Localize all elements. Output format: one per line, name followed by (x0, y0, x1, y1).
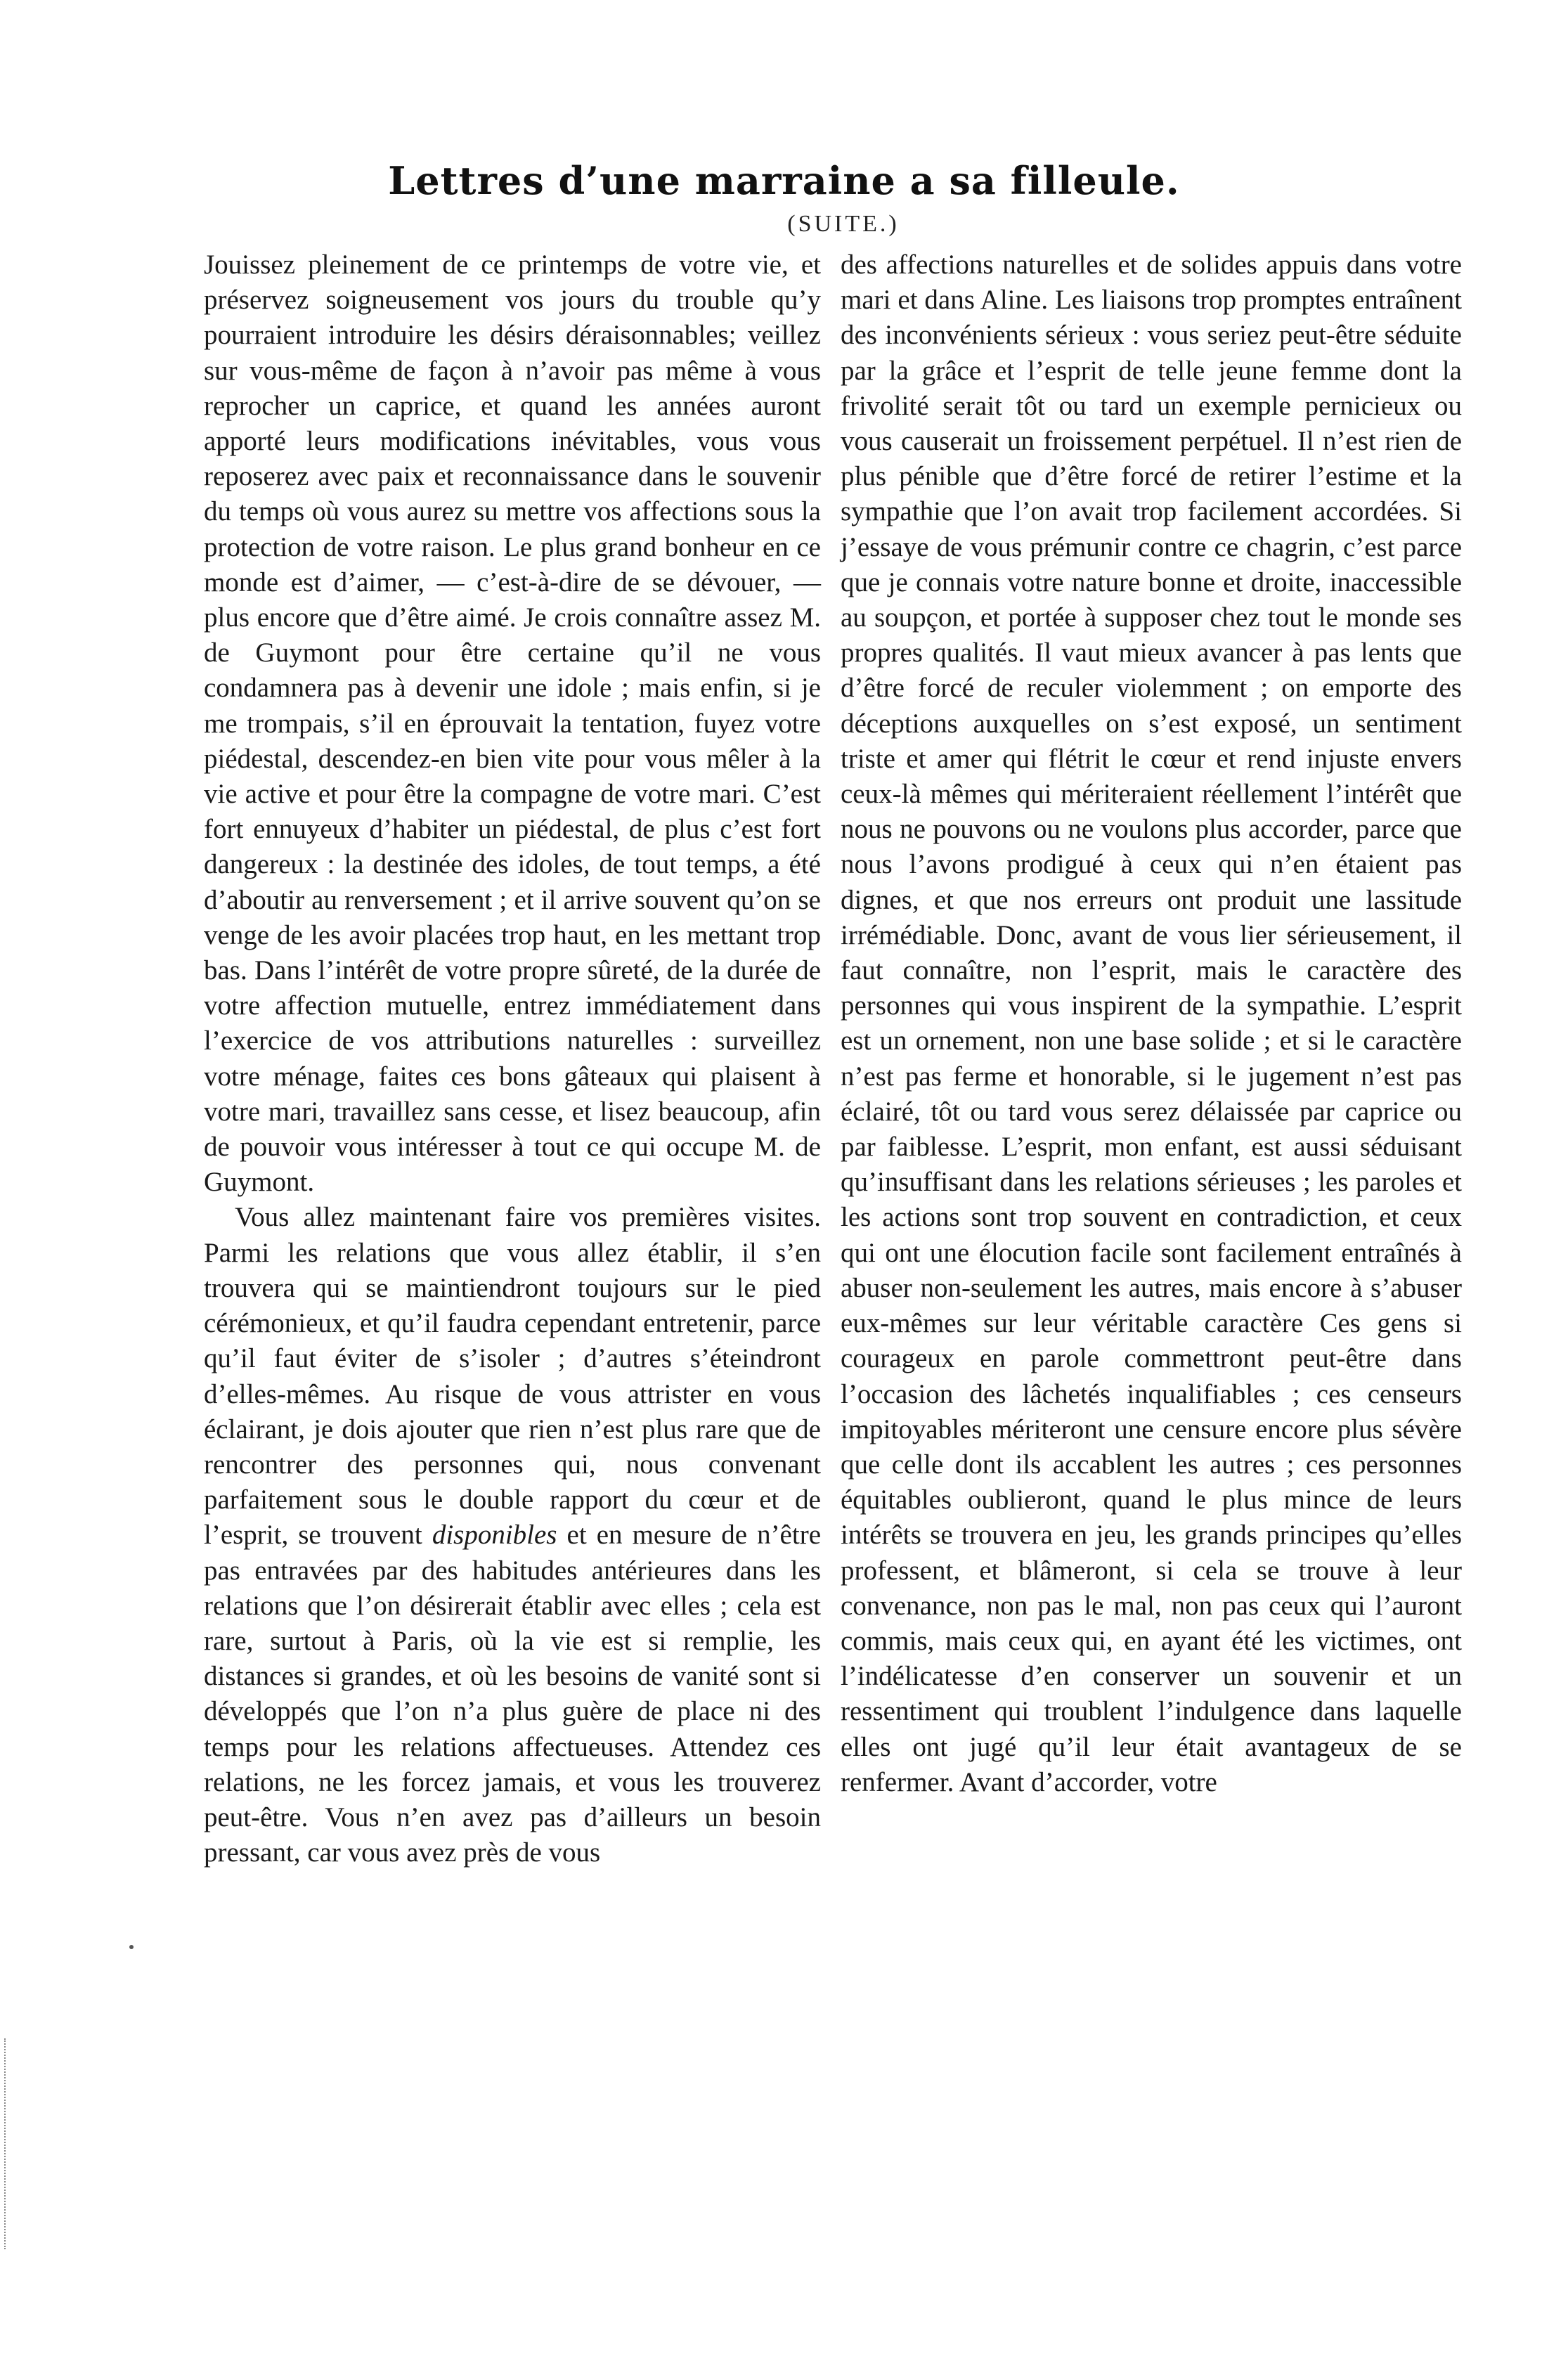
paragraph-2-text-b: et en mesure de n’être pas entravées par des habitudes antérieures dans les relations que l’on désirerait établir avec elles ; cela est rare, surtout à Paris, où la vie est si remplie, les distances si grandes, et où les besoins de vanité sont si développés que l’on n’a plus guère de place ni des temps pour les relations affectueuses. Attendez ces relations, ne les forcez jamais, et vous les trouverez peut-être. Vous n’en avez pas d’ailleurs un besoin pressant, car vous avez près de vous (204, 1520, 822, 1868)
article-title: Lettres d’une marraine a sa filleule. (388, 158, 1180, 203)
paragraph-3 (841, 247, 1462, 1800)
paragraph-3-text: des affections naturelles et de solides appuis dans votre mari et dans Aline. Les liaisons trop promptes entraînent des inconvénients sérieux : vous seriez peut-être séduite par la grâce et l’esprit de telle jeune femme dont la frivolité serait tôt ou tard un exemple pernicieux ou vous causerait un froissement perpétuel. Il n’est rien de plus pénible que d’être forcé de retirer l’estime et la sympathie que l’on avait trop facilement accordées. Si j’essaye de vous prémunir contre ce chagrin, c’est parce que je connais votre nature bonne et droite, inaccessible au soupçon, et portée à supposer chez tout le monde ses propres qualités. Il vaut mieux avancer à pas lents que d’être forcé de reculer violemment ; on emporte des déceptions auxquelles on s’est exposé, un sentiment triste et amer qui flétrit le cœur et rend injuste envers ceux-là mêmes qui mériteraient réellement l’intérêt que nous ne pouvons ou ne voulons plus accorder, parce que nous l’avons prodigué à ceux qui n’en étaient pas dignes, et que nos erreurs ont produit une lassitude irrémédiable. Donc, avant de vous lier sérieusement, il faut connaître, non l’esprit, mais le caractère des personnes qui vous inspirent de la sympathie. L’esprit est un ornement, non une base solide ; et si le caractère n’est pas ferme et honorable, si le jugement n’est pas éclairé, tôt ou tard vous serez délaissée par caprice ou par faiblesse. L’esprit, mon enfant, est aussi séduisant qu’insuffisant dans les relations sérieuses ; les paroles et les actions sont trop souvent en contradiction, et ceux qui ont une élocution facile sont facilement entraînés à abuser non-seulement les autres, mais encore à s’abuser eux-mêmes sur leur véritable caractère Ces gens si courageux en parole commettront peut-être dans l’occasion des lâchetés inqualifiables ; ces censeurs impitoyables mériteront une censure encore plus sévère que celle dont ils accablent les autres ; ces personnes équitables oublieront, quand le plus mince de leurs intérêts se trouvera en jeu, les grands principes qu’elles professent, et blâmeront, si cela se trouve à leur convenance, non pas le mal, non pas ceux qui l’auront commis, mais ceux qui, en ayant été les victimes, ont l’indélicatesse d’en conserver un souvenir et un ressentiment qui troublent l’indulgence dans laquelle elles ont jugé qu’il leur était avantageux de se renfermer. Avant d’accorder, votre (841, 250, 1462, 1797)
page-edge-mark (4, 2038, 8, 2249)
paragraph-1-text: Jouissez pleinement de ce printemps de votre vie, et préservez soigneusement vos jours du trouble qu’y pourraient introduire les désirs déraisonnables; veillez sur vous-même de façon à n’avoir pas même à vous reprocher un caprice, et quand les années auront apporté leurs modifications inévitables, vous vous reposerez avec paix et reconnaissance dans le souvenir du temps où vous aurez su mettre vos affections sous la protection de votre raison. Le plus grand bonheur en ce monde est d’aimer, — c’est-à-dire de se dévouer, — plus encore que d’être aimé. Je crois connaître assez M. de Guymont pour être certaine qu’il ne vous condamnera pas à devenir une idole ; mais enfin, si je me trompais, s’il en éprouvait la tentation, fuyez votre piédestal, descendez-en bien vite pour vous mêler à la vie active et pour être la compagne de votre mari. C’est fort ennuyeux d’habiter un piédestal, de plus c’est fort dangereux : la destinée des idoles, de tout temps, a été d’aboutir au renversement ; et il arrive souvent qu’on se venge de les avoir placées trop haut, en les mettant trop bas. Dans l’intérêt de votre propre sûreté, de la durée de votre affection mutuelle, entrez immédiatement dans l’exercice de vos attributions naturelles : surveillez votre ménage, faites ces bons gâteaux qui plaisent à votre mari, travaillez sans cesse, et lisez beaucoup, afin de pouvoir vous intéresser à tout ce qui occupe M. de Guymont. (204, 250, 821, 1198)
article-subtitle: (SUITE.) (787, 211, 900, 237)
ink-speck (129, 1945, 134, 1949)
left-column (204, 247, 821, 1870)
paragraph-2 (204, 1200, 821, 1870)
italic-word: disponibles (432, 1520, 557, 1551)
paragraph-2-text-a: Vous allez maintenant faire vos premières visites. Parmi les relations que vous allez établir, il s’en trouvera qui se maintiendront toujours sur le pied cérémonieux, et qu’il faudra cependant entretenir, parce qu’il faut éviter de s’isoler ; d’autres s’éteindront d’elles-mêmes. Au risque de vous attrister en vous éclairant, je dois ajouter que rien n’est plus rare que de rencontrer des personnes qui, nous convenant parfaitement sous le double rapport du cœur et de l’esprit, se trouvent (204, 1202, 821, 1551)
paragraph-1 (204, 247, 821, 1200)
right-column (841, 247, 1462, 1800)
